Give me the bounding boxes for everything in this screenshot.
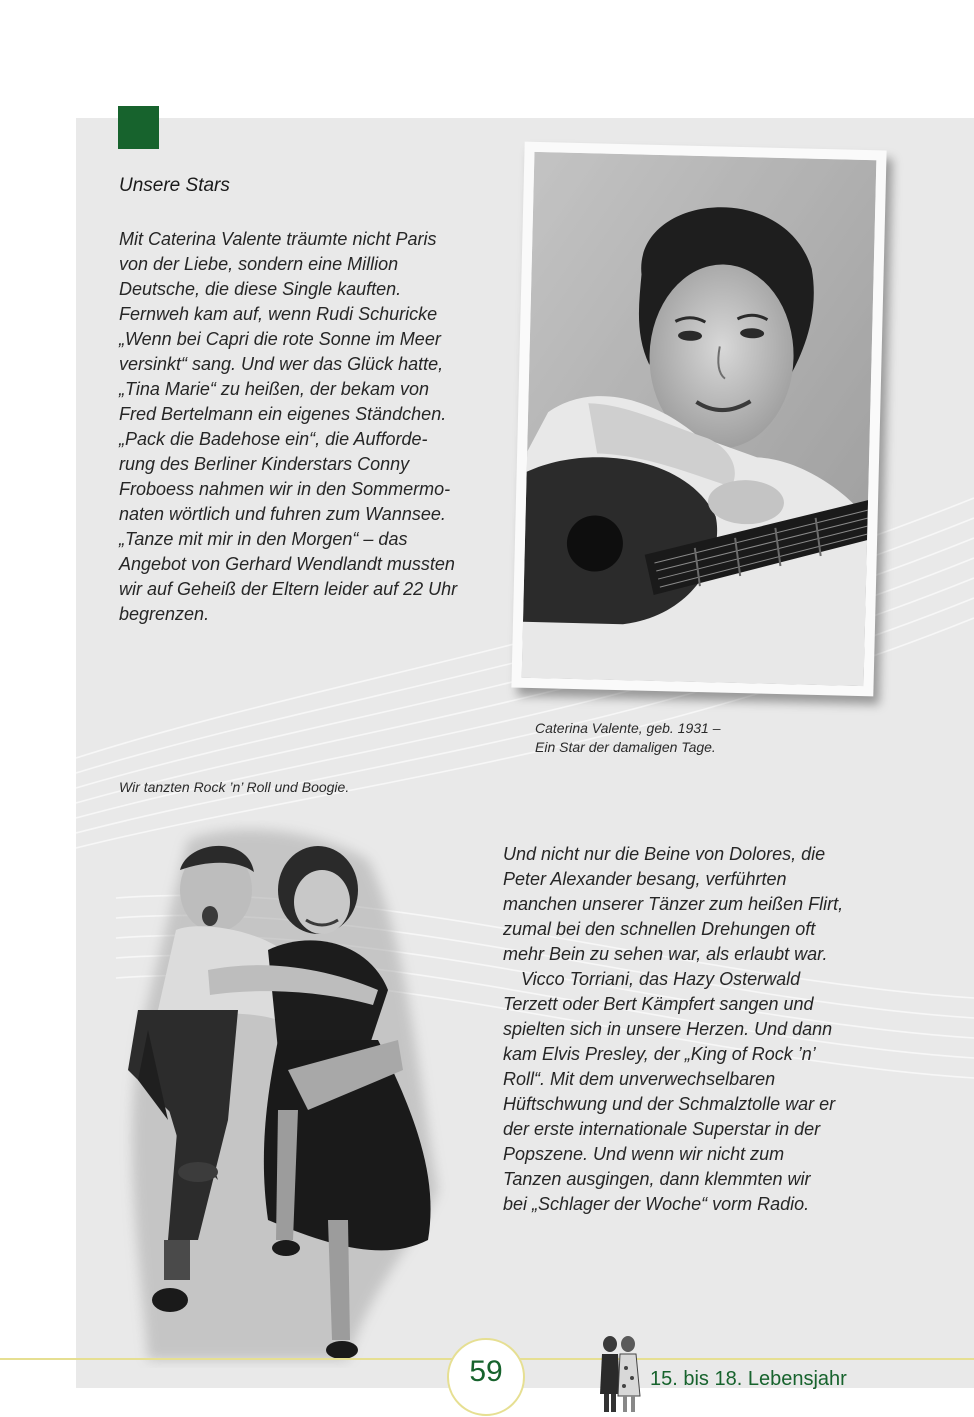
text-line: versinkt“ sang. Und wer das Glück hatte, — [119, 354, 444, 374]
text-line: Deutsche, die diese Single kauften. — [119, 279, 402, 299]
article-paragraph-left — [119, 227, 489, 627]
portrait-illustration — [522, 152, 877, 686]
text-line: Mit Caterina Valente träumte nicht Paris — [119, 229, 437, 249]
section-title: Unsere Stars — [119, 175, 230, 196]
text-line: von der Liebe, sondern eine Million — [119, 254, 399, 274]
dancing-couple-photo — [118, 820, 458, 1368]
portrait-caption — [535, 719, 721, 757]
text-line: Peter Alexander besang, verführten — [503, 869, 787, 889]
text-line: Angebot von Gerhard Wendlandt mussten — [119, 554, 455, 574]
article-paragraph-right — [503, 842, 863, 1217]
text-line: manchen unserer Tänzer zum heißen Flirt, — [503, 894, 844, 914]
page-number: 59 — [469, 1355, 503, 1388]
text-line: bei „Schlager der Woche“ vorm Radio. — [503, 1194, 810, 1214]
text-line: spielten sich in unsere Herzen. Und dann — [503, 1019, 833, 1039]
portrait-photo — [511, 142, 886, 697]
text-line: kam Elvis Presley, der „King of Rock ’n’ — [503, 1044, 816, 1064]
text-line: Fred Bertelmann ein eigenes Ständchen. — [119, 404, 447, 424]
text-line: Fernweh kam auf, wenn Rudi Schuricke — [119, 304, 438, 324]
section-marker-square — [118, 106, 159, 149]
text-line: Froboess nahmen wir in den Sommermo- — [119, 479, 451, 499]
text-line: naten wörtlich und fuhren zum Wannsee. — [119, 504, 446, 524]
text-line: Tanzen ausgingen, dann klemmten wir — [503, 1169, 811, 1189]
text-line: „Wenn bei Capri die rote Sonne im Meer — [119, 329, 441, 349]
text-line: mehr Bein zu sehen war, als erlaubt war. — [503, 944, 828, 964]
couple-figure-icon — [596, 1334, 642, 1414]
text-line: Roll“. Mit dem unverwechselbaren — [503, 1069, 776, 1089]
text-line: „Pack die Badehose ein“, die Aufforde- — [119, 429, 428, 449]
text-line: Terzett oder Bert Kämpfert sangen und — [503, 994, 814, 1014]
dance-caption: Wir tanzten Rock ’n’ Roll und Boogie. — [119, 779, 350, 795]
text-line: zumal bei den schnellen Drehungen oft — [503, 919, 816, 939]
text-line: begrenzen. — [119, 604, 210, 624]
text-line: „Tina Marie“ zu heißen, der bekam von — [119, 379, 429, 399]
text-line: Und nicht nur die Beine von Dolores, die — [503, 844, 826, 864]
caption-line: Caterina Valente, geb. 1931 – — [535, 720, 721, 736]
caption-line: Ein Star der damaligen Tage. — [535, 739, 716, 755]
text-line: Hüftschwung und der Schmalztolle war er — [503, 1094, 836, 1114]
text-line: Vicco Torriani, das Hazy Osterwald — [521, 969, 801, 989]
text-line: wir auf Geheiß der Eltern leider auf 22 Uhr — [119, 579, 458, 599]
text-line: „Tanze mit mir in den Morgen“ – das — [119, 529, 408, 549]
chapter-label: 15. bis 18. Lebensjahr — [650, 1368, 847, 1390]
text-line: rung des Berliner Kinderstars Conny — [119, 454, 410, 474]
text-line: Popszene. Und wenn wir nicht zum — [503, 1144, 785, 1164]
text-line: der erste internationale Superstar in der — [503, 1119, 821, 1139]
